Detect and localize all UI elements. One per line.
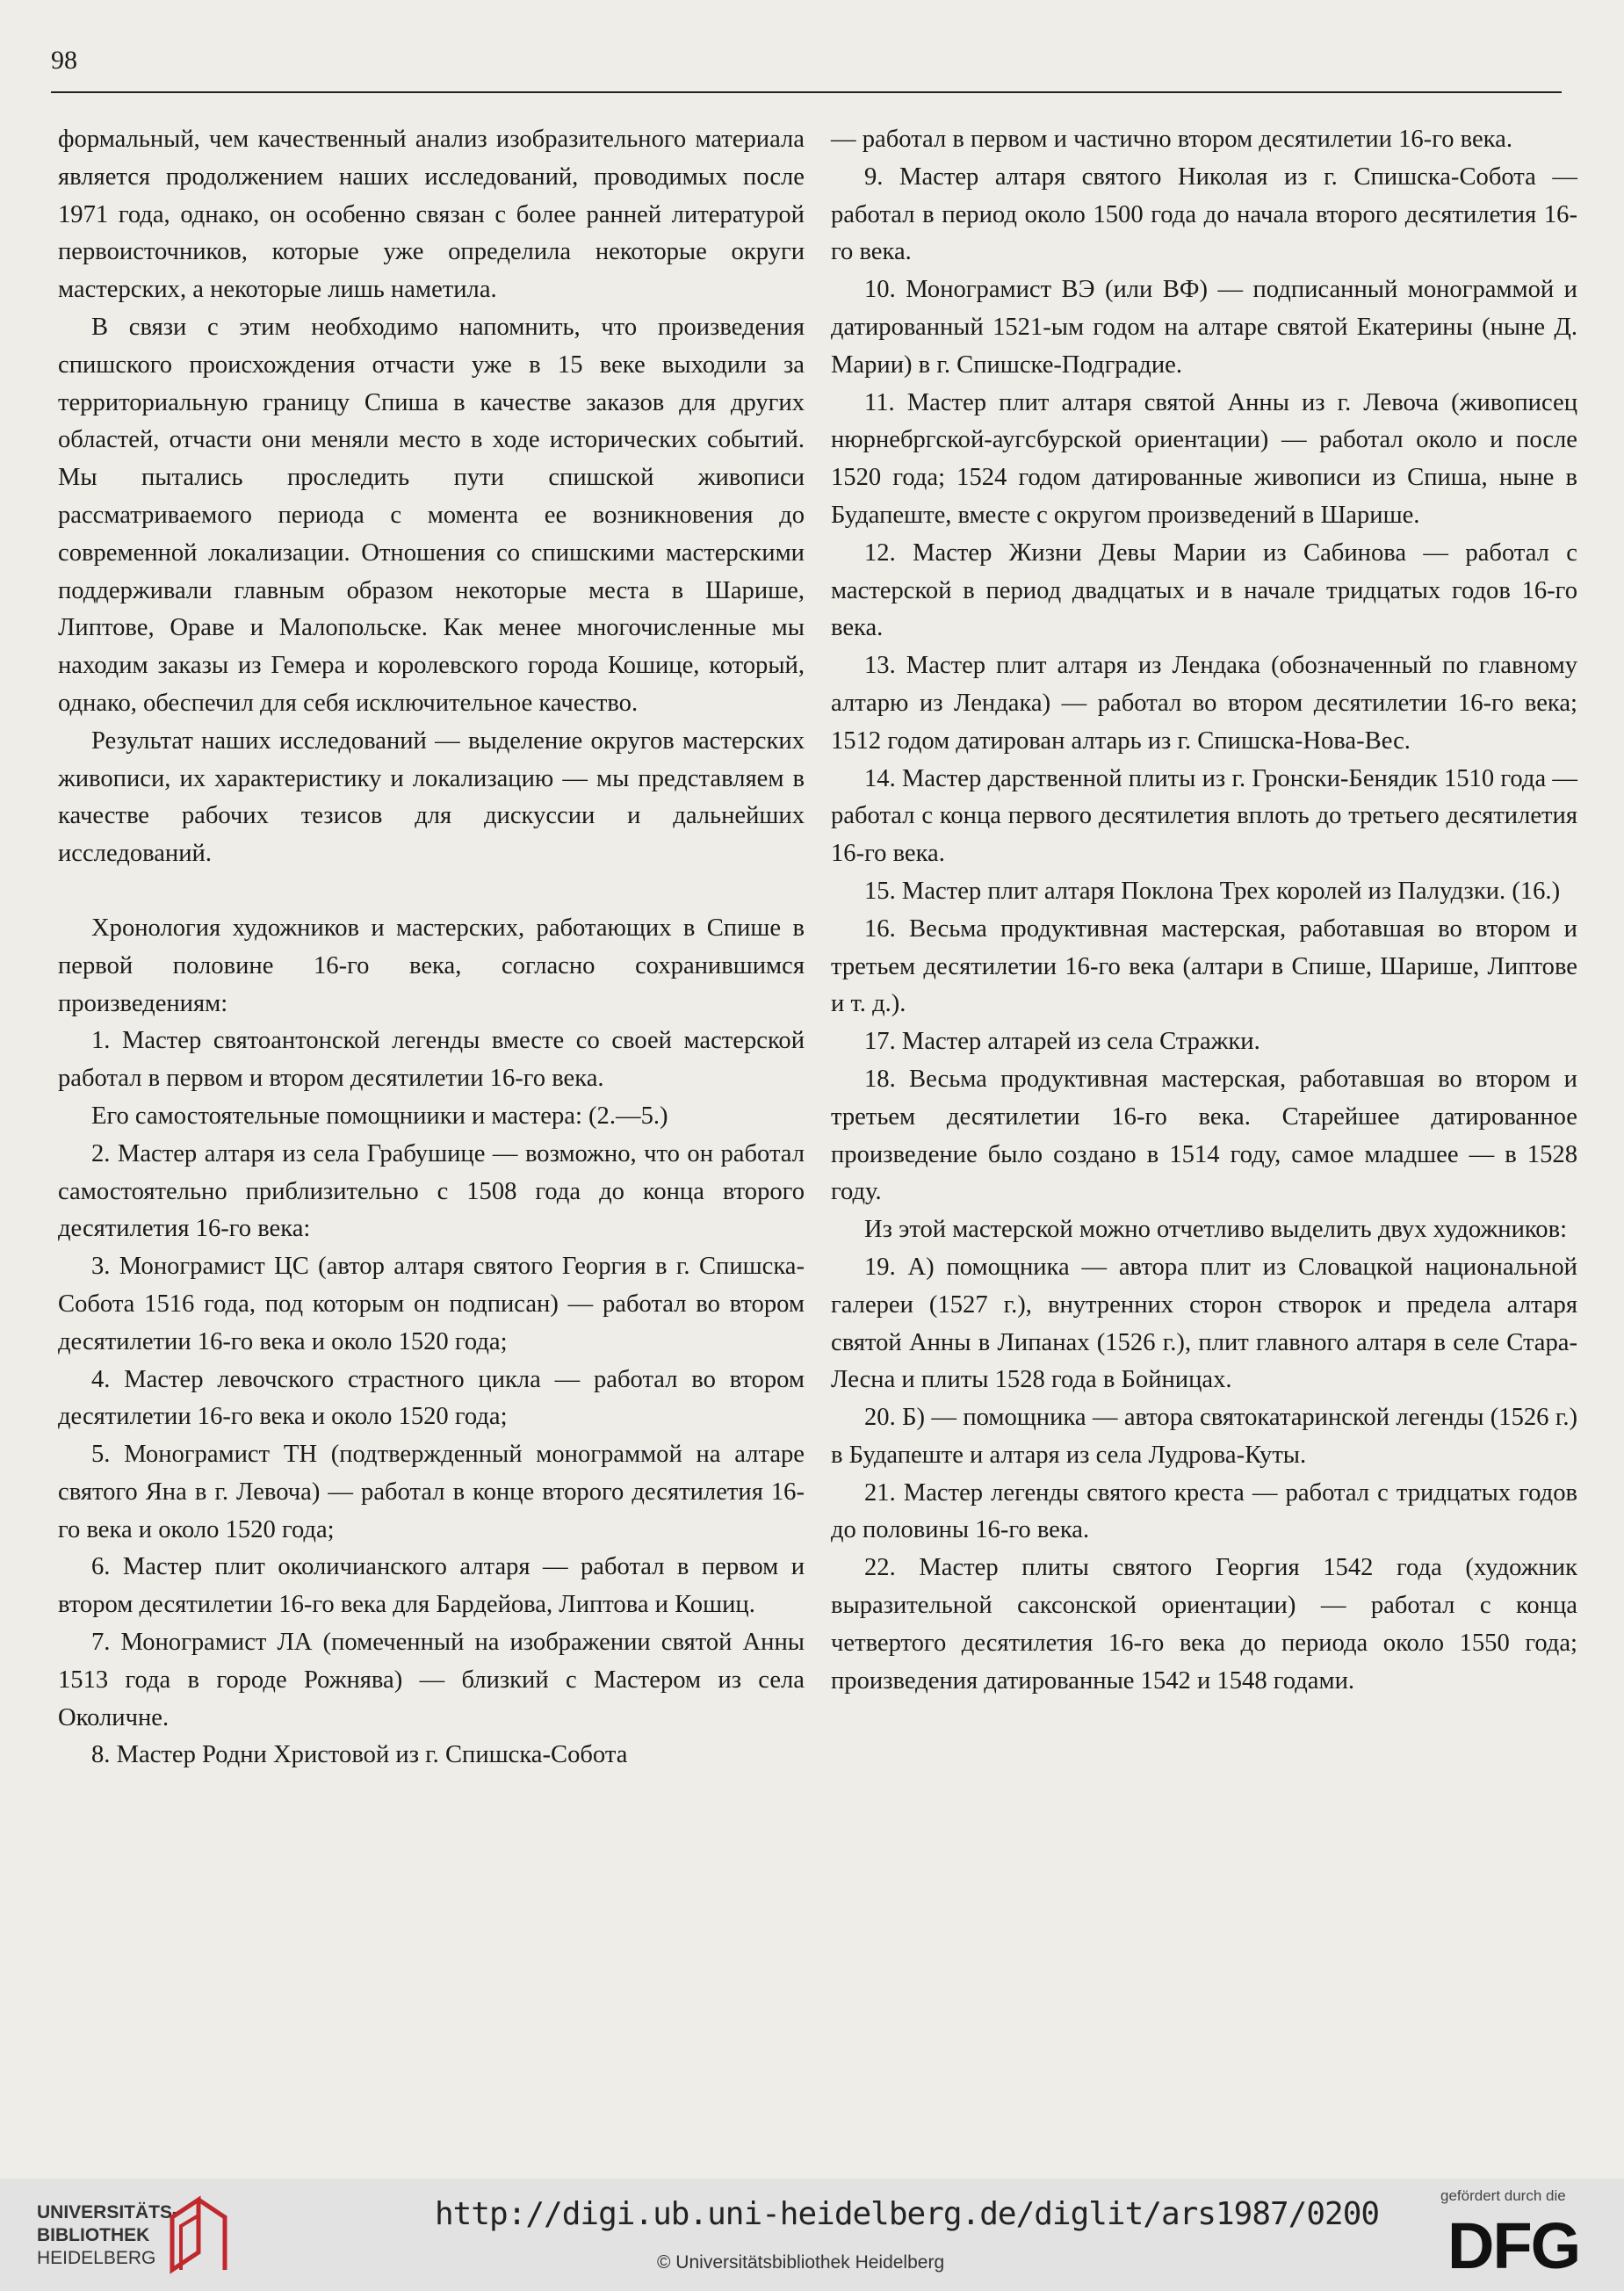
list-item: 10. Монограмист ВЭ (или ВФ) — подписанный монограммой и датированный 1521-ым годом на алтаре святой Екатерины (ныне Д. Марии) в г. Спишске-Подградие. [831, 276, 1577, 379]
paragraph: Из этой мастерской можно отчетливо выделить двух художников: [864, 1216, 1568, 1244]
list-item: Его самостоятельные помощниики и мастера: (2.—5.) [91, 1102, 668, 1130]
digitization-footer [0, 2179, 1624, 2291]
list-item: 3. Монограмист ЦС (автор алтаря святого Георгия в г. Спишска-Собота 1516 года, под которым он подписан) — работал во втором десятилетии 16-го века и около 1520 года; [58, 1253, 805, 1355]
list-item: 13. Мастер плит алтаря из Лендака (обозначенный по главному алтарю из Лендака) — работал во втором десятилетии 16-го века; 1512 годом датирован алтарь из г. Спишска-Нова-Вес. [831, 652, 1577, 755]
list-item: 18. Весьма продуктивная мастерская, работавшая во втором и третьем десятилетии 16-го века. Старейшее датированное произведение было создано в 1514 году, самое младшее — в 1528 году. [831, 1065, 1577, 1206]
library-name-line3: HEIDELBERG [37, 2248, 156, 2268]
list-item: 21. Мастер легенды святого креста — работал с тридцатых годов до половины 16-го века. [831, 1478, 1577, 1544]
library-name-line2: BIBLIOTHEK [37, 2225, 150, 2245]
list-item: 11. Мастер плит алтаря святой Анны из г. Левоча (живописец нюрнебргской-аугсбурской ориентации) — работал около и после 1520 года; 1524 годом датированные живописи из Спиша, ныне в Будапеште, вместе с округом произведений в Шарише. [831, 388, 1577, 529]
dfg-logo[interactable]: DFG [1447, 2209, 1580, 2282]
list-item: 20. Б) — помощника — автора святокатаринской легенды (1526 г.) в Будапеште и алтаря из села Лудрова-Куты. [831, 1404, 1577, 1469]
list-item: 15. Мастер плит алтаря Поклона Трех королей из Палудзки. (16.) [864, 877, 1561, 905]
list-item: 1. Мастер святоантонской легенды вместе со своей мастерской работал в первом и втором десятилетии 16-го века. [58, 1027, 805, 1093]
paragraph: Хронология художников и мастерских, работающих в Спише в первой половине 16-го века, согласно сохранившимся произведениям: [58, 914, 805, 1017]
left-column [58, 121, 805, 1774]
list-item: 7. Монограмист ЛА (помеченный на изображении святой Анны 1513 года в городе Рожнява) — близкий с Мастером из села Околичне. [58, 1629, 805, 1731]
paragraph: Результат наших исследований — выделение округов мастерских живописи, их характеристику и локализацию — мы представляем в качестве рабочих тезисов для дискуссии и дальнейших исследований. [58, 726, 805, 868]
list-item: 9. Мастер алтаря святого Николая из г. Спишска-Собота — работал в период около 1500 года до начала второго десятилетия 16-го века. [831, 163, 1577, 266]
list-item: — работал в первом и частично втором десятилетии 16-го века. [831, 126, 1512, 153]
paragraph: В связи с этим необходимо напомнить, что произведения спишского происхождения отчасти уже в 15 веке выходили за территориальную границу Спиша в качестве заказов для других областей, отчасти они меняли место в ходе исторических событий. Мы пытались проследить пути спишской живописи рассматриваемого периода с момента ее возникновения до современной локализации. Отношения со спишскими мастерскими поддерживали главным образом некоторые места в Шарише, Липтове, Ораве и Малопольске. Как менее многочисленные мы находим заказы из Гемера и королевского города Кошице, который, однако, обеспечил для себя исключительное качество. [58, 313, 805, 717]
list-item: 19. А) помощника — автора плит из Словацкой национальной галереи (1527 г.), внутренних сторон створок и предела алтаря святой Анны в Липанах (1526 г.), плит главного алтаря в селе Стара-Лесна и плиты 1528 года в Бойницах. [831, 1253, 1577, 1394]
list-item: 6. Мастер плит околичианского алтаря — работал в первом и втором десятилетии 16-го века для Бардейова, Липтова и Кошиц. [58, 1553, 805, 1619]
page-number: 98 [51, 46, 77, 75]
list-item: 16. Весьма продуктивная мастерская, работавшая во втором и третьем десятилетии 16-го века (алтари в Спише, Шарише, Липтове и т. д.). [831, 914, 1577, 1018]
header-rule [51, 91, 1562, 93]
list-item: 4. Мастер левочского страстного цикла — работал во втором десятилетии 16-го века и около 1520 года; [58, 1365, 805, 1431]
list-item: 17. Мастер алтарей из села Стражки. [864, 1028, 1260, 1056]
paragraph: формальный, чем качественный анализ изобразительного материала является продолжением наших исследований, проводимых после 1971 года, однако, он особенно связан с более ранней литературой первоисточников, которые уже определила некоторые округи мастерских, а некоторые лишь наметила. [58, 126, 805, 304]
list-item: 2. Мастер алтаря из села Грабушице — возможно, что он работал самостоятельно приблизительно с 1508 года до конца второго десятилетия 16-го века: [58, 1139, 805, 1243]
copyright-notice: © Universitätsbibliothek Heidelberg [657, 2252, 945, 2273]
library-logo-icon[interactable] [163, 2191, 234, 2279]
permalink-url[interactable]: http://digi.ub.uni-heidelberg.de/diglit/ars1987/0200 [435, 2196, 1380, 2232]
list-item: 5. Монограмист ТН (подтвержденный монограммой на алтаре святого Яна в г. Левоча) — работал в конце второго десятилетия 16-го века и около 1520 года; [58, 1441, 805, 1543]
right-column [831, 121, 1577, 1700]
list-item: 8. Мастер Родни Христовой из г. Спишска-Собота [91, 1741, 628, 1769]
list-item: 22. Мастер плиты святого Георгия 1542 года (художник выразительной саксонской ориентации) — работал с конца четвертого десятилетия 16-го века до периода около 1550 года; произведения датированные 1542 и 1548 годами. [831, 1554, 1577, 1695]
library-name[interactable] [37, 2201, 178, 2270]
list-item: 14. Мастер дарственной плиты из г. Гронски-Бенядик 1510 года — работал с конца первого десятилетия вплоть до третьего десятилетия 16-го века. [831, 764, 1577, 868]
list-item: 12. Мастер Жизни Девы Марии из Сабинова — работал с мастерской в период двадцатых и в начале тридцатых годов 16-го века. [831, 538, 1577, 642]
funding-caption: gefördert durch die [1440, 2187, 1566, 2204]
library-name-line1: UNIVERSITÄTS- [37, 2202, 179, 2222]
